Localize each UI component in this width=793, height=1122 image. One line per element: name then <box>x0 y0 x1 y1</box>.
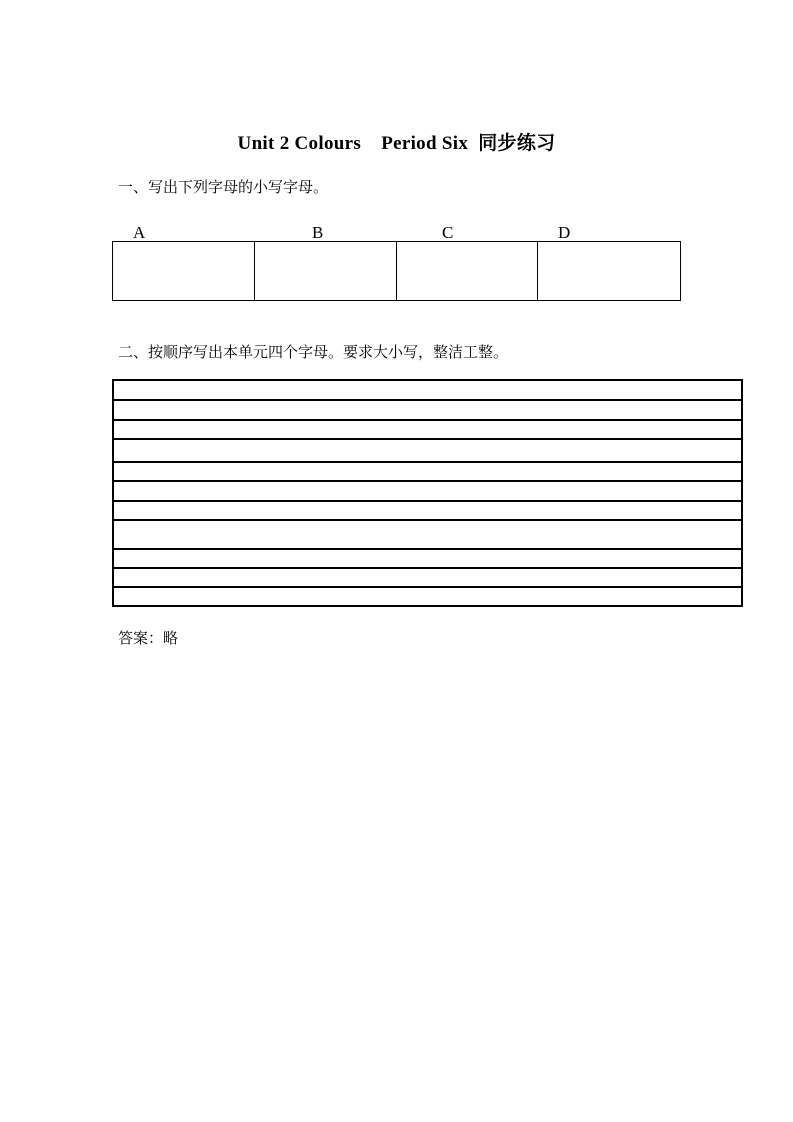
writing-line <box>114 586 741 588</box>
writing-grid <box>112 379 743 607</box>
answer-cell-d <box>538 242 680 300</box>
letter-header-row <box>0 224 793 242</box>
answer-cell-a <box>113 242 255 300</box>
column-label-d: D <box>558 223 571 242</box>
answer-note: 答案：略 <box>118 631 179 647</box>
column-label-b: B <box>312 223 324 242</box>
answer-cell-b <box>255 242 397 300</box>
section1-heading: 一、写出下列字母的小写字母。 <box>118 180 329 196</box>
writing-line <box>114 419 741 421</box>
writing-line <box>114 438 741 440</box>
writing-line <box>114 480 741 482</box>
writing-line <box>114 567 741 569</box>
column-label-a: A <box>133 223 146 242</box>
section2-heading: 二、按顺序写出本单元四个字母。要求大小写，整洁工整。 <box>118 345 509 361</box>
writing-line <box>114 519 741 521</box>
answer-cell-c <box>397 242 539 300</box>
writing-line <box>114 548 741 550</box>
page-title: Unit 2 Colours Period Six 同步练习 <box>237 133 556 154</box>
writing-line <box>114 500 741 502</box>
writing-line <box>114 399 741 401</box>
writing-line <box>114 461 741 463</box>
answer-table <box>112 241 681 301</box>
column-label-c: C <box>442 223 454 242</box>
